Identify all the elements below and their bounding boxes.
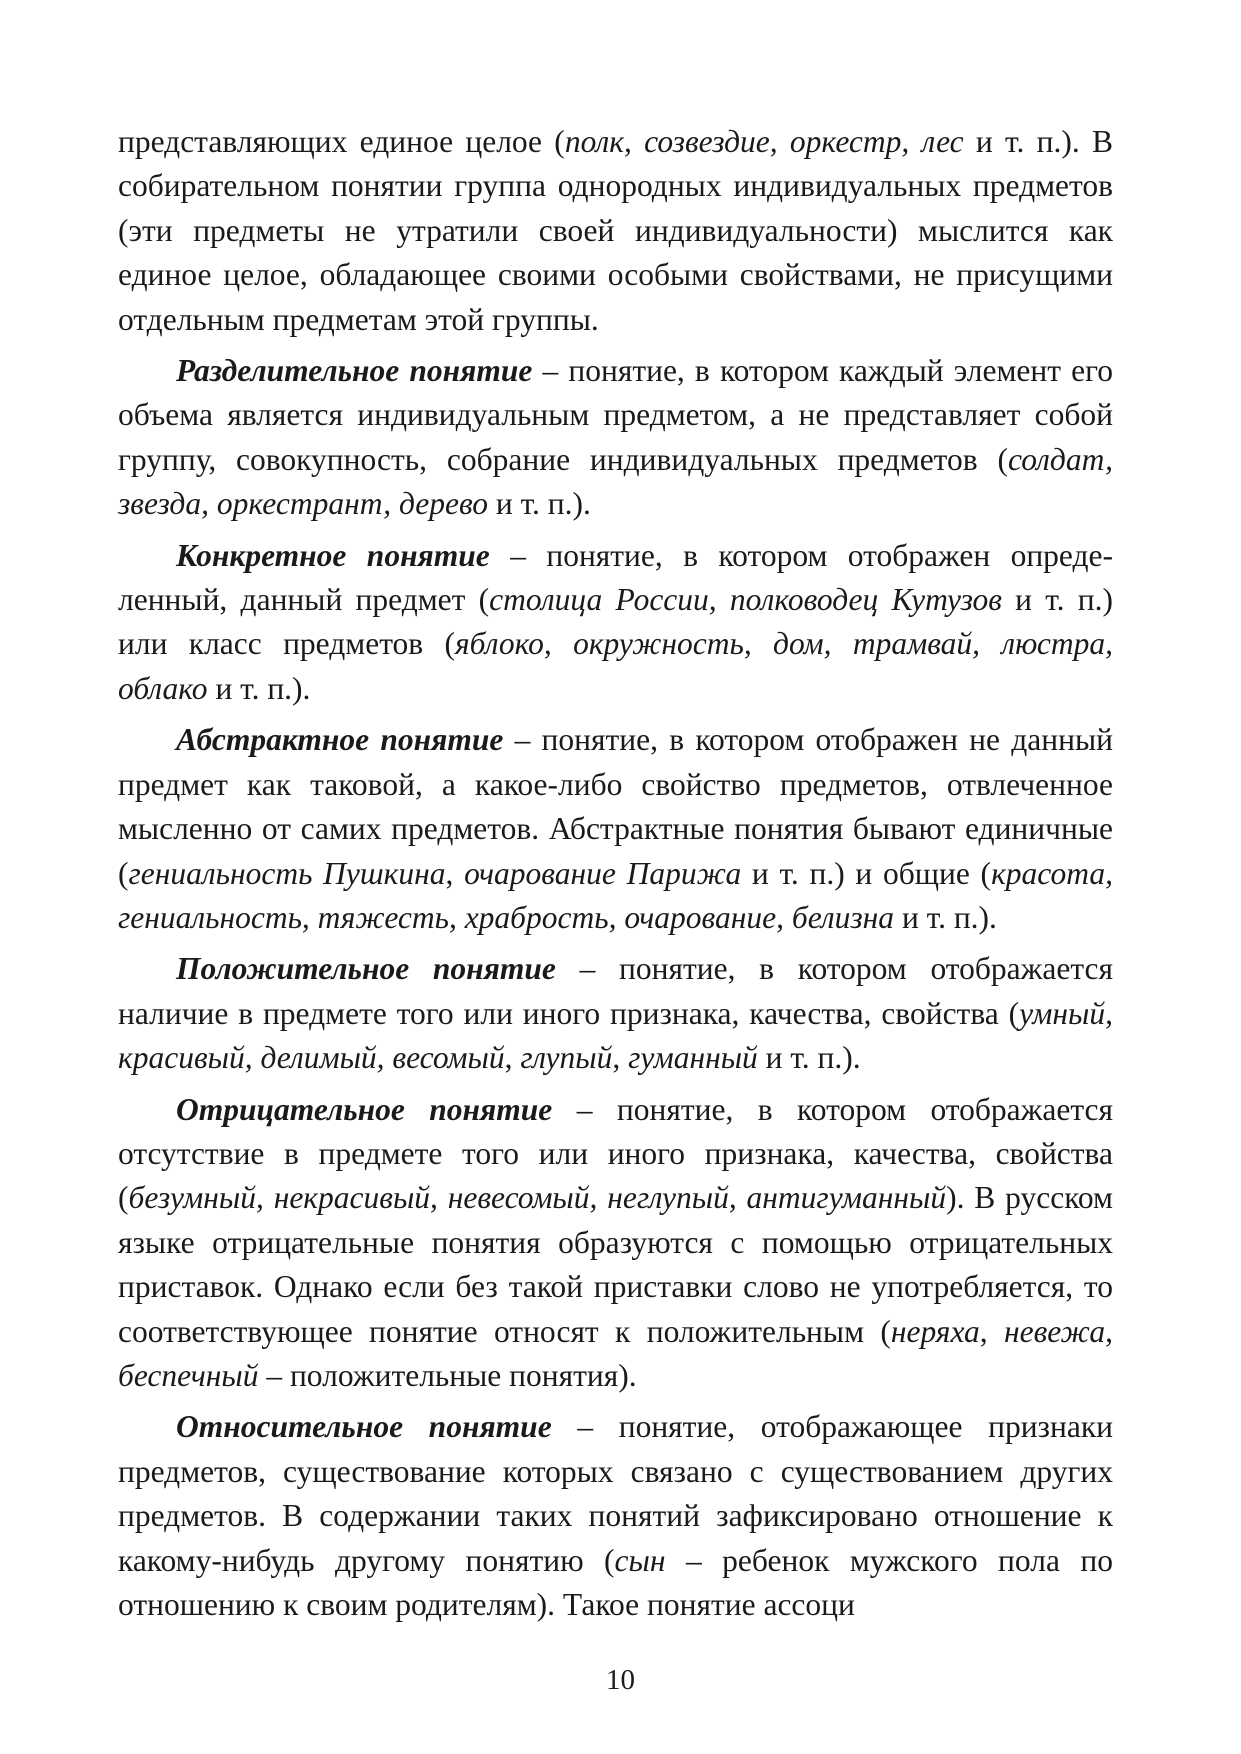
body-text-run: – ребенок мужского пола по отношению к своим родителям). Такое понятие ассоци — [118, 1542, 1113, 1622]
example-text: полк, созвездие, оркестр, лес — [564, 124, 964, 159]
body-text-run: – понятие, в котором каждый элемент его объема является индивидуальным предметом, а не представляет собой группу, совокупность, собрание индивидуальных предметов ( — [118, 353, 1113, 477]
example-text: красота, гениальность, тяжесть, храбрость, очарование, белизна — [118, 855, 1114, 935]
body-text-run: – понятие, в котором отображен не данный предмет как таковой, а какое-либо свойство предметов, отвлеченное мысленно от самих предметов. Абстрактные понятия бывают единичные ( — [118, 722, 1114, 891]
page-body-text — [118, 120, 1113, 1627]
example-text: умный, красивый, делимый, весомый — [118, 995, 1113, 1076]
term-heading: Абстрактное понятие — [176, 722, 504, 758]
body-text-run: – понятие, в котором отображен определенный, данный предмет ( — [118, 537, 1114, 618]
body-text-run: – положительные понятия). — [258, 1357, 637, 1393]
example-text: гениальность Пушкина — [128, 855, 446, 891]
paragraph-concrete-concept — [118, 534, 1113, 712]
example-text: неряха — [890, 1313, 980, 1349]
example-text: гуманный — [628, 1040, 758, 1076]
paragraph-distributive-concept — [118, 349, 1113, 527]
body-text-run: представляющих единое целое ( — [118, 124, 565, 159]
body-text-run: – понятие, в котором отображается наличие в предмете того или иного признака, качества, свойства ( — [118, 951, 1113, 1031]
body-text-run: и т. п.) или класс предметов ( — [118, 582, 1113, 662]
body-text-run: и т. п.). — [757, 1040, 861, 1076]
paragraph-positive-concept — [118, 947, 1113, 1080]
body-text-run: , — [504, 1040, 521, 1076]
example-text: глупый — [520, 1040, 613, 1076]
example-text: невежа — [1004, 1313, 1106, 1349]
term-heading: Отрицательное понятие — [176, 1091, 553, 1127]
example-text: столица России, полководец Кутузов — [489, 582, 1002, 618]
term-heading: Относительное понятие — [176, 1409, 552, 1445]
paragraph-relative-concept — [118, 1405, 1113, 1627]
body-text-run: и т. п.). — [894, 899, 997, 935]
example-text: очарование Парижа — [464, 855, 742, 891]
body-text-run: и т. п.) и общие ( — [741, 855, 992, 891]
body-text-run: – понятие, в котором отображается отсутствие в предмете того или иного признака, качества, свойства ( — [118, 1091, 1113, 1216]
body-text-run: , — [445, 855, 465, 891]
body-text-run: и т. п.). В собирательном понятии группа однородных индивидуальных предметов (эти предметы не утратили своей индивидуальности) мыслится как единое целое, обладающее своими особыми свойствами, не присущими отдельным предметам этой группы. — [118, 124, 1113, 337]
example-text: беспечный — [118, 1357, 259, 1393]
paragraph-abstract-concept — [118, 718, 1113, 940]
body-text-run: , — [979, 1313, 1004, 1349]
term-heading: Положительное понятие — [176, 951, 556, 987]
body-text-run: , — [1105, 1313, 1113, 1349]
body-text-run: и т. п.). — [207, 670, 311, 706]
example-text: безумный, некрасивый, невесомый, неглупый, антигуманный — [128, 1180, 947, 1216]
example-text: сын — [614, 1542, 666, 1578]
example-text: яблоко, окружность, дом, трамвай, люстра, облако — [118, 626, 1113, 706]
body-text-run: ). В русском языке отрицательные понятия образуются с помощью отрицательных приставок. Однако если без такой приставки слово не употребляется, то соответствующее понятие относят к положительным ( — [118, 1180, 1113, 1349]
term-heading: Разделительное понятие — [176, 353, 533, 389]
page-number: 10 — [606, 1664, 635, 1696]
example-text: солдат, звезда, оркестрант, дерево — [118, 441, 1113, 522]
paragraph-collective-continued — [118, 120, 1113, 342]
body-text-run: , — [612, 1040, 629, 1076]
body-text-run: – понятие, отображающее признаки предметов, существование которых связано с существованием других предметов. В содержании таких понятий зафиксировано отношение к какому-нибудь другому понятию ( — [118, 1409, 1114, 1578]
paragraph-negative-concept — [118, 1088, 1113, 1399]
body-text-run: и т. п.). — [488, 486, 591, 522]
term-heading: Конкретное понятие — [176, 537, 490, 573]
